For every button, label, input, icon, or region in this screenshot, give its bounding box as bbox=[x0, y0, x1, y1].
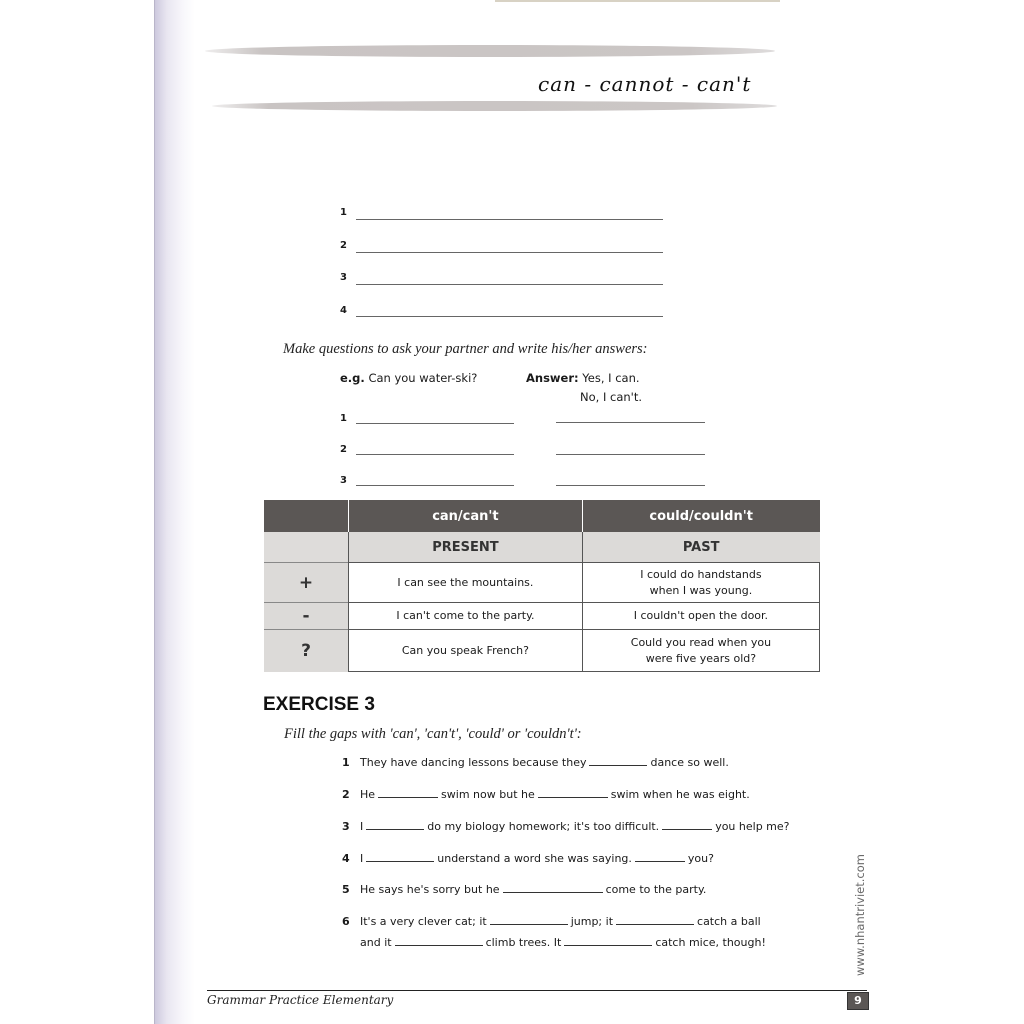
line-number: 2 bbox=[340, 240, 347, 251]
line-number: 4 bbox=[340, 305, 347, 316]
line-number: 3 bbox=[340, 475, 347, 486]
example-question bbox=[340, 371, 477, 385]
exercise-heading: EXERCISE 3 bbox=[263, 694, 375, 715]
question-text: you help me? bbox=[715, 820, 790, 833]
answer-line[interactable] bbox=[356, 316, 663, 317]
gap-blank[interactable] bbox=[616, 915, 694, 925]
title-brush-stroke-bottom bbox=[212, 101, 777, 111]
question-text: They have dancing lessons because they bbox=[360, 756, 587, 769]
example-question-text: Can you water-ski? bbox=[368, 371, 478, 385]
line-number: 1 bbox=[340, 413, 347, 424]
line-number: 1 bbox=[340, 207, 347, 218]
answer-line[interactable] bbox=[556, 422, 705, 423]
line-number: 3 bbox=[340, 272, 347, 283]
title-brush-stroke-top bbox=[205, 45, 775, 57]
answer-line[interactable] bbox=[356, 252, 663, 253]
question-line[interactable] bbox=[356, 454, 514, 455]
question-text: you? bbox=[687, 852, 714, 865]
gap-blank[interactable] bbox=[662, 820, 712, 830]
exercise-question-2 bbox=[342, 788, 750, 801]
book-title: Grammar Practice Elementary bbox=[207, 993, 394, 1007]
symbol-question: ? bbox=[264, 630, 349, 672]
past-cell: I couldn't open the door. bbox=[582, 603, 819, 630]
question-text: do my biology homework; it's too difficult. bbox=[427, 820, 660, 833]
answer-line[interactable] bbox=[356, 284, 663, 285]
past-cell bbox=[582, 563, 819, 603]
question-number: 4 bbox=[342, 852, 350, 865]
question-line[interactable] bbox=[356, 423, 514, 424]
line-number: 2 bbox=[340, 444, 347, 455]
question-text: dance so well. bbox=[650, 756, 729, 769]
header-could: could/couldn't bbox=[582, 500, 819, 532]
question-text: swim now but he bbox=[441, 788, 535, 801]
question-text: climb trees. It bbox=[485, 936, 562, 949]
table-subheader-row bbox=[264, 532, 820, 563]
header-corner bbox=[264, 500, 349, 532]
question-number: 1 bbox=[342, 756, 350, 769]
question-number: 3 bbox=[342, 820, 350, 833]
grammar-table bbox=[264, 500, 820, 672]
exercise-question-6 bbox=[342, 915, 761, 928]
top-page-edge bbox=[495, 0, 780, 2]
exercise-question-5 bbox=[342, 883, 706, 896]
header-can: can/can't bbox=[349, 500, 583, 532]
page-number-badge: 9 bbox=[847, 992, 869, 1010]
question-text: understand a word she was saying. bbox=[437, 852, 632, 865]
present-cell: I can see the mountains. bbox=[349, 563, 583, 603]
page-title: can - cannot - can't bbox=[538, 72, 752, 96]
exercise-question-6-continued bbox=[360, 936, 766, 949]
page-binding-gradient bbox=[155, 0, 195, 1024]
answer-label: Answer: bbox=[526, 371, 579, 385]
symbol-plus: + bbox=[264, 563, 349, 603]
example-label: e.g. bbox=[340, 371, 365, 385]
gap-blank[interactable] bbox=[395, 936, 483, 946]
gap-blank[interactable] bbox=[635, 852, 685, 862]
question-line[interactable] bbox=[356, 485, 514, 486]
table-header-row bbox=[264, 500, 820, 532]
gap-blank[interactable] bbox=[378, 788, 438, 798]
question-text: catch a ball bbox=[697, 915, 761, 928]
question-text: It's a very clever cat; it bbox=[360, 915, 487, 928]
question-number: 6 bbox=[342, 915, 350, 928]
question-number: 5 bbox=[342, 883, 350, 896]
footer-divider bbox=[207, 990, 867, 991]
past-line: Could you read when you bbox=[630, 635, 772, 649]
question-text: and it bbox=[360, 936, 392, 949]
present-cell: Can you speak French? bbox=[349, 630, 583, 672]
past-line: were five years old? bbox=[645, 651, 757, 665]
symbol-minus: - bbox=[264, 603, 349, 630]
answer-line[interactable] bbox=[356, 219, 663, 220]
gap-blank[interactable] bbox=[366, 820, 424, 830]
exercise-instruction: Fill the gaps with 'can', 'can't', 'could' or 'couldn't': bbox=[284, 726, 582, 742]
example-answer bbox=[526, 371, 640, 385]
gap-blank[interactable] bbox=[564, 936, 652, 946]
subheader-corner bbox=[264, 532, 349, 563]
gap-blank[interactable] bbox=[589, 756, 647, 766]
table-row bbox=[264, 630, 820, 672]
present-cell: I can't come to the party. bbox=[349, 603, 583, 630]
gap-blank[interactable] bbox=[538, 788, 608, 798]
question-text: I bbox=[360, 820, 364, 833]
subheader-present: PRESENT bbox=[349, 532, 583, 563]
gap-blank[interactable] bbox=[490, 915, 568, 925]
answer-no: No, I can't. bbox=[580, 390, 642, 404]
past-line: I could do handstands bbox=[640, 567, 762, 581]
past-line: when I was young. bbox=[649, 583, 753, 597]
question-text: He says he's sorry but he bbox=[360, 883, 500, 896]
exercise-question-1 bbox=[342, 756, 729, 769]
table-row bbox=[264, 563, 820, 603]
question-text: I bbox=[360, 852, 364, 865]
answer-yes: Yes, I can. bbox=[582, 371, 640, 385]
exercise-question-4 bbox=[342, 852, 714, 865]
answer-line[interactable] bbox=[556, 454, 705, 455]
table-row bbox=[264, 603, 820, 630]
past-cell bbox=[582, 630, 819, 672]
question-text: come to the party. bbox=[605, 883, 707, 896]
gap-blank[interactable] bbox=[503, 883, 603, 893]
question-text: catch mice, though! bbox=[655, 936, 766, 949]
partner-instruction: Make questions to ask your partner and write his/her answers: bbox=[283, 341, 648, 357]
question-text: swim when he was eight. bbox=[610, 788, 750, 801]
exercise-question-3 bbox=[342, 820, 790, 833]
question-number: 2 bbox=[342, 788, 350, 801]
question-text: He bbox=[360, 788, 376, 801]
gap-blank[interactable] bbox=[366, 852, 434, 862]
answer-line[interactable] bbox=[556, 485, 705, 486]
question-text: jump; it bbox=[570, 915, 614, 928]
subheader-past: PAST bbox=[582, 532, 819, 563]
website-watermark: www.nhantriviet.com bbox=[853, 854, 867, 976]
